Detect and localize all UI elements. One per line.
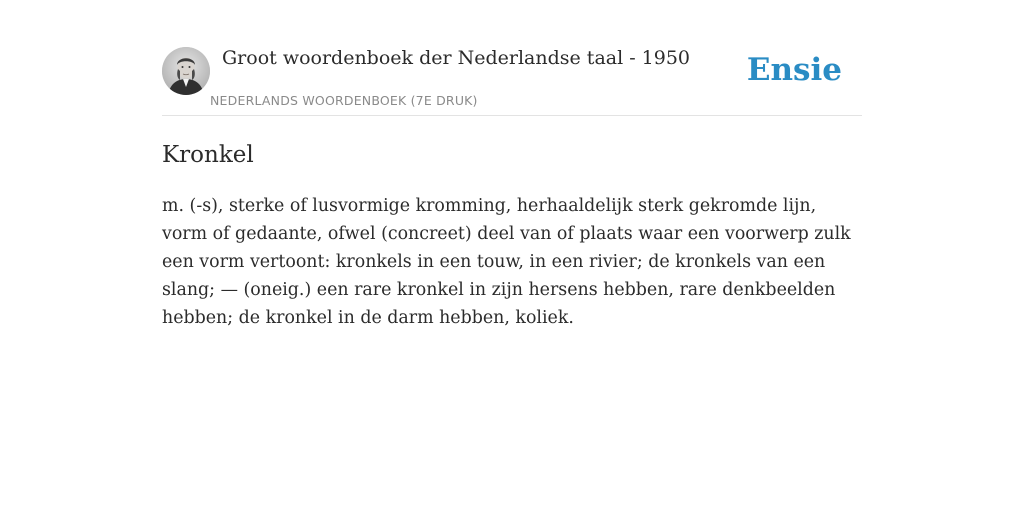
author-portrait-icon[interactable] <box>162 47 210 95</box>
entry-headword: Kronkel <box>162 142 254 168</box>
dictionary-title[interactable]: Groot woordenboek der Nederlandse taal - 1950 <box>222 47 691 69</box>
dictionary-subtitle: NEDERLANDS WOORDENBOEK (7E DRUK) <box>210 93 478 108</box>
brand-logo-link[interactable]: Ensie <box>746 52 842 88</box>
entry-definition: m. (-s), sterke of lusvormige kromming, herhaaldelijk sterk gekromde lijn, vorm of gedaante, ofwel (concreet) deel van of plaats waar een voorwerp zulk een vorm vertoont: kronkels in een touw, in een rivier; de kronkels van een slang; — (oneig.) een rare kronkel in zijn hersens hebben, rare denkbeelden hebben; de kronkel in de darm hebben, koliek. <box>162 196 851 328</box>
dictionary-header <box>162 0 862 116</box>
